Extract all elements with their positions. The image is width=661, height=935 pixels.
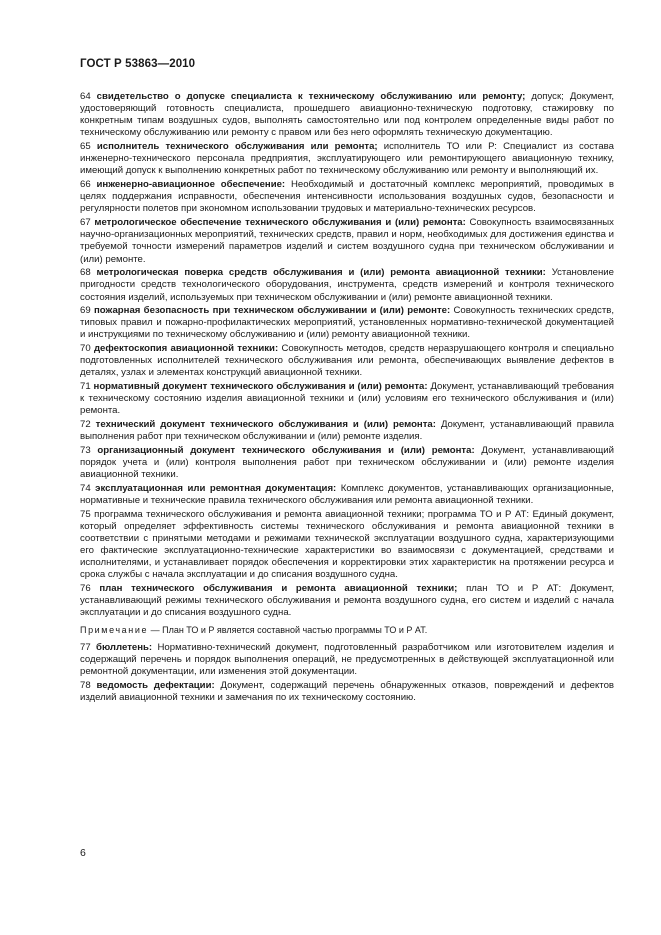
term-number: 74 [80, 482, 91, 494]
term-number: 73 [80, 444, 91, 456]
term-entry [80, 381, 614, 417]
terms-list [80, 91, 614, 620]
term-title: бюллетень: [96, 642, 153, 654]
term-entry [80, 419, 614, 443]
term-number: 71 [80, 381, 91, 393]
term-number: 64 [80, 91, 91, 102]
term-entry [80, 680, 614, 704]
term-definition: Документ, устанавливающий порядок учета и (или) контроля выполнения работ при техническом обслуживании и (или) ремонте изделия авиационной техники. [80, 444, 614, 481]
page-number: 6 [80, 847, 86, 859]
term-definition: Нормативно-технический документ, подготовленный разработчиком или изготовителем изделия и содержащий перечень и порядок выполнения операций, не предусмотренных в действующей эксплуатационной или ремонтной документации, или изменения этой документации. [80, 642, 615, 678]
term-entry [80, 483, 614, 507]
term-title: ведомость дефектации: [96, 680, 215, 692]
terms-list-continued [80, 642, 614, 704]
term-definition: программа технического обслуживания и ремонта авиационной техники; программа ТО и Р АТ: Единый документ, который определяет эффективность системы технического обслуживания и ремонта авиационной техники в соответствии с принятыми методами и режимами технической эксплуатации воздушного судна, характеризующими его фактические эксплуатационно-технические характеристики во взаимосвязи с документацией, средствами и исполнителями, и устанавливает порядок обеспечения и корректировки этих характеристик на протяжении ресурса и срока службы с начала эксплуатации и до списания воздушного судна. [80, 508, 614, 581]
term-number: 69 [80, 305, 91, 317]
term-definition: Установление пригодности средств технологического оборудования, инструмента, средств измерений и контроля технического состояния изделий, используемых при техническом обслуживании и (или) ремонте авиационной техники. [80, 267, 614, 303]
term-number: 65 [80, 141, 91, 153]
term-title: метрологическая поверка средств обслуживания и (или) ремонта авиационной техники: [96, 267, 546, 279]
term-title: нормативный документ технического обслуживания и (или) ремонта: [93, 381, 428, 393]
term-number: 67 [80, 217, 91, 229]
term-definition: Совокупность технических средств, типовых правил и пожарно-профилактических мероприятий, установленных нормативно-технической документацией и инструкциями по техническому обслуживанию и (или) ремонту авиационной техники. [80, 305, 614, 341]
term-number: 66 [80, 179, 91, 191]
term-title: эксплуатационная или ремонтная документация: [95, 482, 337, 494]
term-number: 78 [80, 680, 91, 692]
term-title: пожарная безопасность при техническом обслуживании и (или) ремонте: [94, 305, 451, 317]
term-number: 76 [80, 583, 91, 595]
term-definition: Совокупность взаимосвязанных научно-организационных мероприятий, технических средств, правил и норм, необходимых для достижения единства и требуемой точности измерений параметров изделий и систем воздушного судна при техническом обслуживании и (или) ремонте. [80, 217, 614, 265]
term-definition: Комплекс документов, устанавливающих организационные, нормативные и технические правила технического обслуживания или ремонта авиационной техники. [80, 482, 614, 506]
term-entry [80, 445, 614, 481]
term-entry [80, 583, 614, 619]
note [80, 625, 614, 637]
term-definition: план ТО и Р АТ: Документ, устанавливающий режимы технического обслуживания и ремонта воздушного судна, его систем и изделий с начала эксплуатации и до списания воздушного судна. [80, 583, 614, 619]
term-definition: Документ, устанавливающий правила выполнения работ при техническом обслуживании и (или) ремонте изделия. [80, 419, 615, 443]
term-definition: Совокупность методов, средств неразрушающего контроля и специально подготовленных исполнителей технического обслуживания или ремонта, обеспечивающих выявление дефектов в деталях, узлах и элементах конструкций авиационной техники. [80, 343, 614, 379]
term-definition: Документ, устанавливающий требования к техническому состоянию изделия авиационной техники и (или) условиям его технического обслуживания и (или) ремонта. [80, 381, 614, 417]
term-entry [80, 305, 614, 341]
term-number: 72 [80, 419, 91, 431]
term-number: 75 [80, 508, 91, 520]
term-title: исполнитель технического обслуживания или ремонта; [96, 141, 378, 153]
term-title: инженерно-авиационное обеспечение: [96, 179, 286, 191]
term-entry [80, 141, 614, 177]
term-definition: допуск; Документ, удостоверяющий готовность специалиста, прошедшего авиационно-техническую подготовку, стажировку по конкретным типам воздушных судов, выполнять самостоятельно или под контролем определенные виды работ по техническому обслуживанию или ремонту с правом или без него оформлять техническую документацию. [80, 91, 614, 139]
term-entry [80, 217, 614, 266]
term-title: организационный документ технического обслуживания и (или) ремонта: [97, 444, 475, 456]
term-title: технический документ технического обслуживания и (или) ремонта: [95, 419, 436, 431]
term-number: 77 [80, 642, 91, 654]
term-title: свидетельство о допуске специалиста к техническому обслуживанию или ремонту; [96, 91, 526, 102]
terms-section [80, 91, 614, 706]
note-text: — План ТО и Р является составной частью программы ТО и Р АТ. [150, 624, 428, 635]
term-definition: Необходимый и достаточный комплекс мероприятий, проводимых в целях поддержания исправности, обеспечения интенсивности использования воздушных судов, безопасности и регулярности полетов при экономном использовании трудовых и материально-технических ресурсов. [80, 179, 614, 215]
term-entry [80, 267, 614, 303]
page-header-standard: ГОСТ Р 53863—2010 [80, 58, 196, 70]
term-entry [80, 91, 614, 140]
term-definition: Документ, содержащий перечень обнаруженных отказов, повреждений и дефектов изделий авиационной техники и замечания по их техническому состоянию. [80, 680, 614, 704]
term-number: 70 [80, 343, 91, 355]
term-entry [80, 509, 614, 582]
term-title: дефектоскопия авиационной техники: [93, 343, 279, 355]
term-entry [80, 179, 614, 215]
term-number: 68 [80, 267, 91, 279]
term-entry [80, 642, 614, 678]
term-definition: исполнитель ТО или Р: Специалист из состава инженерно-технического персонала предприятия, эксплуатирующего или ремонтирующего авиационную технику, имеющий допуск к выполнению конкретных работ по техническому обслуживанию или ремонту и выполняющий их. [80, 141, 614, 177]
term-title: план технического обслуживания и ремонта авиационной техники; [99, 583, 458, 595]
term-title: метрологическое обеспечение технического обслуживания и (или) ремонта: [94, 217, 466, 229]
note-label: Примечание [80, 624, 149, 635]
term-entry [80, 343, 614, 379]
